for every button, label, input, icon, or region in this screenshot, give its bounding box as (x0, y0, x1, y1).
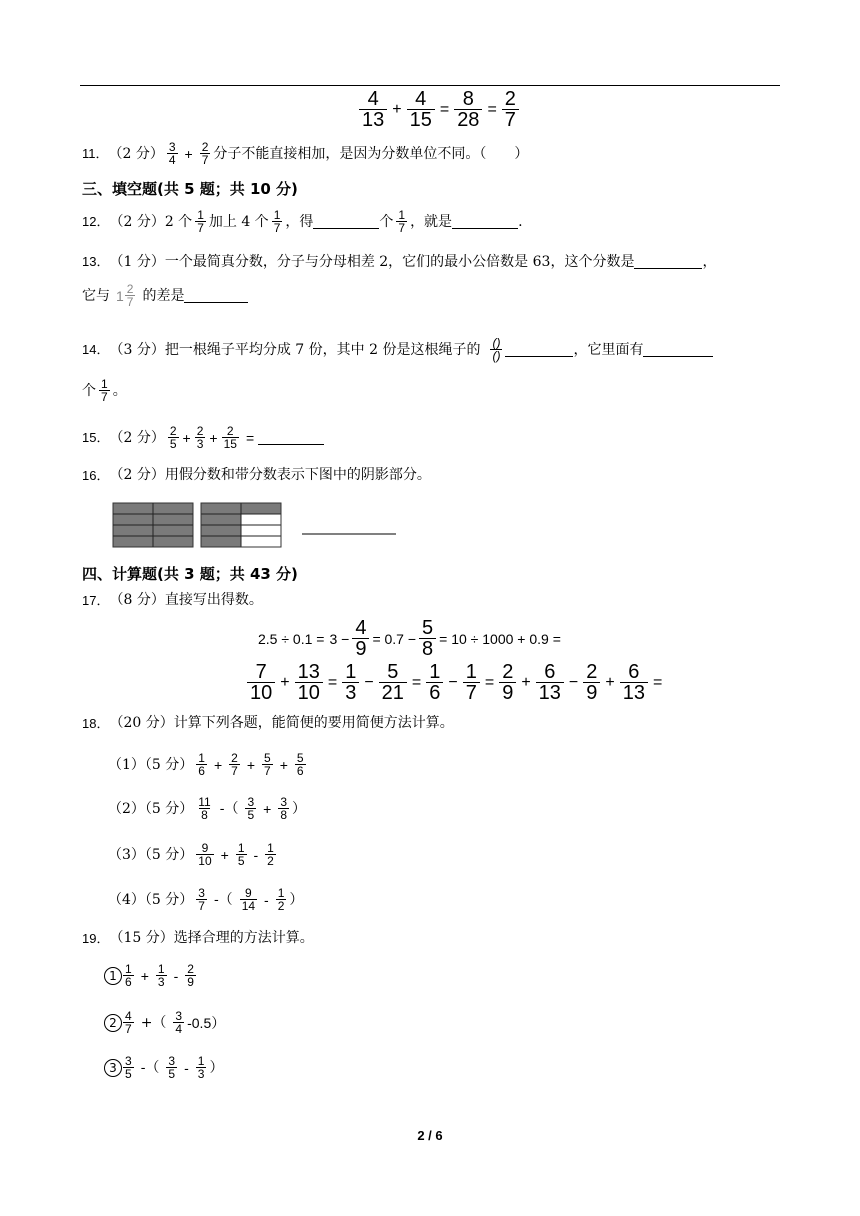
fraction: $\frac{1}{2}$ (267, 841, 274, 868)
fraction: $\frac{3}{5}$ (168, 1054, 176, 1081)
q19-item-1 (104, 963, 199, 988)
expression: = 10 ÷ 1000 + 0.9 = (439, 630, 561, 647)
fraction: $\frac{9}{14}$ (241, 886, 256, 913)
question-14-line-2 (82, 378, 127, 403)
fraction: $\frac{2}{7}$ (231, 751, 238, 778)
fraction: $\frac{1}{7}$ (398, 208, 406, 235)
question-text: 个 (379, 213, 394, 230)
paren: ） (209, 1059, 224, 1076)
plus-sign: + (246, 756, 256, 773)
question-number: 11． (82, 146, 109, 161)
fraction: $\frac{5}{6}$ (296, 751, 304, 778)
fraction: $\frac{4}{9}$ (352, 618, 369, 659)
fraction: $\frac{1}{6}$ (426, 662, 443, 703)
fraction: $\frac{3}{8}$ (280, 795, 288, 822)
minus-sign: - (173, 967, 179, 984)
fraction: $\frac{1}{7}$ (101, 377, 108, 404)
q18-item-2 (108, 796, 306, 821)
score: （8 分） (109, 592, 165, 608)
minus-sign: − (364, 673, 374, 691)
header-rule (80, 85, 780, 86)
paren-fraction: $\frac{()}{()}$ (492, 336, 501, 363)
operator: -（ (219, 800, 239, 817)
question-text: ， (702, 253, 717, 270)
sub-question-label: （2）（5 分） (108, 800, 194, 817)
q17-row-1 (258, 618, 561, 659)
question-text: 分子不能直接相加，是因为分数单位不同。（ ） (213, 145, 529, 162)
question-19 (82, 931, 314, 945)
fraction: $\frac{1}{7}$ (463, 662, 480, 703)
paren: ） (292, 800, 307, 817)
answer-blank[interactable] (184, 288, 248, 303)
answer-blank[interactable] (452, 214, 518, 229)
fraction: $\frac{2}{9}$ (583, 662, 600, 703)
q18-item-1 (108, 752, 309, 777)
fraction: $\frac{1}{5}$ (237, 841, 245, 868)
fraction: $\frac{2}{3}$ (196, 424, 204, 451)
question-15 (82, 425, 324, 450)
fraction: $\frac{1}{3}$ (197, 1054, 205, 1081)
question-number: 16． (82, 467, 110, 483)
minus-sign: - (264, 891, 269, 908)
fraction: $\frac{2}{7}$ (201, 140, 209, 167)
score: （2 分） (108, 145, 164, 162)
fraction: $\frac{11}{8}$ (198, 795, 211, 822)
question-text: ，得 (285, 213, 314, 230)
question-text: 选择合理的方法计算。 (173, 930, 314, 946)
fraction: $\frac{3}{5}$ (247, 795, 255, 822)
fraction: $\frac{3}{4}$ (175, 1009, 183, 1036)
fraction: $\frac{13}{10}$ (295, 662, 323, 703)
question-13-line-2 (82, 283, 248, 308)
operator: -（ (140, 1059, 160, 1076)
fraction: $\frac{1}{3}$ (157, 962, 165, 989)
fraction: $\frac{7}{10}$ (247, 662, 275, 703)
plus-sign: + (220, 846, 229, 863)
minus-sign: - (253, 846, 259, 863)
answer-blank[interactable] (505, 342, 573, 357)
q19-item-2 (104, 1010, 225, 1035)
fraction: $\frac{1}{7}$ (197, 208, 204, 235)
expression: -0.5） (187, 1014, 226, 1031)
question-number: 12． (82, 214, 110, 229)
plus-sign: + (263, 800, 272, 817)
plus-sign: + (392, 100, 402, 118)
answer-blank[interactable] (643, 342, 713, 357)
plus-sign: + (605, 673, 615, 691)
circled-number: 1 (104, 967, 122, 985)
question-number: 18． (82, 715, 110, 731)
sub-question-label: （1）（5 分） (108, 756, 194, 773)
fraction: $\frac{1}{3}$ (342, 662, 359, 703)
fraction: $\frac{1}{6}$ (125, 962, 132, 989)
answer-blank[interactable] (313, 214, 379, 229)
q17-row-2 (244, 662, 664, 703)
question-13 (82, 254, 716, 269)
question-text: ，它里面有 (573, 341, 644, 358)
circled-number: 2 (104, 1014, 122, 1032)
minus-sign: − (448, 673, 458, 691)
page-number: 2 / 6 (417, 1128, 443, 1143)
question-text: 用假分数和带分数表示下图中的阴影部分。 (164, 467, 431, 483)
minus-sign: - (184, 1059, 189, 1076)
fraction: $\frac{1}{7}$ (273, 208, 281, 235)
paren: ） (289, 891, 304, 908)
fraction: $\frac{2}{9}$ (499, 662, 516, 703)
question-number: 19． (82, 930, 110, 946)
fraction: $\frac{3}{5}$ (125, 1054, 132, 1081)
score: （20 分） (109, 715, 174, 731)
question-text: ，就是 (410, 213, 453, 230)
question-16 (82, 468, 431, 482)
fraction: $\frac{6}{13}$ (620, 662, 648, 703)
fraction: $\frac{5}{7}$ (264, 751, 271, 778)
question-number: 14． (82, 342, 110, 357)
mixed-number: 1 $\frac{2}{7}$ (116, 282, 134, 309)
fraction: $\frac{1}{2}$ (277, 886, 285, 913)
fraction: $\frac{4}{15}$ (407, 89, 435, 130)
plus-sign: + (209, 429, 218, 446)
question-number: 13． (82, 254, 110, 269)
score: （1 分） (109, 253, 165, 270)
question-text: 个 (82, 382, 96, 399)
equals-sign: = (245, 429, 255, 446)
operator: +（ (140, 1014, 167, 1031)
fraction: $\frac{2}{15}$ (223, 424, 237, 451)
question-number: 15． (82, 430, 110, 445)
plus-sign: + (279, 756, 288, 773)
score: （15 分） (109, 930, 174, 946)
score: （3 分） (109, 341, 165, 358)
plus-sign: + (182, 429, 191, 446)
equals-sign: = (652, 673, 663, 691)
plus-sign: + (213, 756, 223, 773)
fraction: $\frac{2}{5}$ (169, 424, 177, 451)
top-equation (356, 89, 522, 130)
question-text: 的差是 (142, 287, 185, 304)
question-18 (82, 716, 454, 730)
q18-item-3 (108, 842, 279, 867)
question-text: 计算下列各题，能简便的要用简便方法计算。 (173, 715, 454, 731)
fraction: $\frac{5}{8}$ (419, 618, 436, 659)
expression: 2.5 ÷ 0.1 = (258, 630, 325, 647)
question-text: 一个最简真分数，分子与分母相差 2，它们的最小公倍数是 63，这个分数是 (164, 253, 635, 270)
question-text: 把一根绳子平均分成 7 份，其中 2 份是这根绳子的 (164, 341, 481, 358)
question-11 (82, 141, 528, 166)
equals-sign: = (411, 673, 422, 691)
section-4-heading: 四、计算题(共 3 题；共 43 分) (82, 565, 298, 583)
fraction: $\frac{5}{21}$ (379, 662, 407, 703)
fraction: $\frac{4}{7}$ (125, 1009, 132, 1036)
equals-sign: = (439, 100, 450, 118)
equals-sign: = (487, 100, 497, 118)
question-17 (82, 593, 263, 607)
answer-blank[interactable] (634, 254, 702, 269)
section-3-heading: 三、填空题(共 5 题；共 10 分) (82, 180, 298, 198)
plus-sign: + (521, 673, 531, 691)
equals-sign: = (327, 673, 338, 691)
fraction: $\frac{3}{4}$ (168, 140, 176, 167)
equals-sign: = (484, 673, 495, 691)
question-text: 它与 (82, 287, 110, 304)
fraction: $\frac{6}{13}$ (536, 662, 564, 703)
q19-item-3 (104, 1055, 223, 1080)
fraction: $\frac{2}{9}$ (187, 962, 194, 989)
plus-sign: + (280, 673, 290, 691)
operator: -（ (213, 891, 233, 908)
question-text: 。 (112, 382, 127, 399)
score: （2 分） (109, 213, 165, 230)
sub-question-label: （4）（5 分） (108, 891, 194, 908)
circled-number: 3 (104, 1059, 122, 1077)
plus-sign: + (140, 967, 149, 984)
question-text: 加上 4 个 (208, 213, 269, 230)
shaded-fraction-figure (110, 500, 410, 552)
question-12 (82, 209, 523, 234)
fraction: $\frac{9}{10}$ (198, 841, 212, 868)
fraction: $\frac{3}{7}$ (198, 886, 205, 913)
fraction: $\frac{1}{6}$ (198, 751, 205, 778)
expression: 3 − (329, 630, 350, 647)
score: （2 分） (109, 467, 165, 483)
question-text: . (518, 213, 523, 230)
sub-question-label: （3）（5 分） (108, 846, 194, 863)
answer-blank[interactable] (258, 430, 324, 445)
question-text: 直接写出得数。 (164, 592, 263, 608)
question-14 (82, 337, 713, 362)
expression: = 0.7 − (372, 630, 417, 647)
plus-sign: + (184, 145, 193, 162)
score: （2 分） (109, 429, 165, 446)
q18-item-4 (108, 887, 303, 912)
fraction: $\frac{2}{7}$ (502, 89, 519, 130)
fraction: $\frac{4}{13}$ (359, 89, 387, 130)
minus-sign: − (568, 673, 579, 691)
question-number: 17． (82, 592, 110, 608)
fraction: $\frac{8}{28}$ (454, 89, 482, 130)
question-text: 2 个 (164, 213, 193, 230)
